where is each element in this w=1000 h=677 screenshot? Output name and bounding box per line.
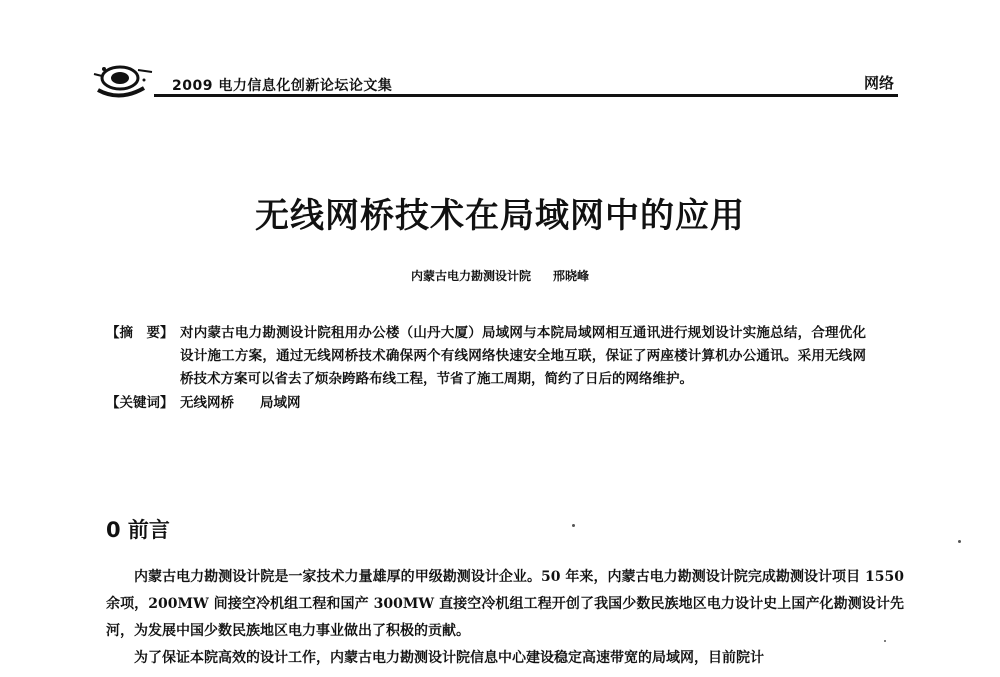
scan-speck xyxy=(958,540,961,543)
abstract-block xyxy=(106,322,866,415)
running-header xyxy=(92,60,900,100)
scan-speck xyxy=(884,640,886,642)
header-divider xyxy=(154,94,898,97)
byline xyxy=(0,267,1000,284)
body-paragraph: 内蒙古电力勘测设计院是一家技术力量雄厚的甲级勘测设计企业。50 年来，内蒙古电力勘测设计院完成勘测设计项目 1550 余项，200MW 间接空冷机组工程和国产 300MW 直接空冷机组工程开创了我国少数民族地区电力设计史上国产化勘测设计先河，为发展中国少数民族地区电力事业做出了积极的贡献。 xyxy=(106,569,904,639)
affiliation: 内蒙古电力勘测设计院 xyxy=(410,269,531,283)
conference-logo-icon xyxy=(92,60,156,100)
article-title: 无线网桥技术在局域网中的应用 xyxy=(255,196,745,236)
section-label: 网络 xyxy=(863,74,894,92)
section-body xyxy=(106,564,904,672)
keyword: 无线网桥 xyxy=(180,395,234,411)
scan-speck xyxy=(572,524,575,527)
section-heading: 0 前言 xyxy=(106,518,170,542)
abstract-row xyxy=(106,322,866,391)
keyword: 局域网 xyxy=(260,395,301,411)
abstract-text: 对内蒙古电力勘测设计院租用办公楼（山丹大厦）局域网与本院局域网相互通讯进行规划设计实施总结，合理优化设计施工方案，通过无线网桥技术确保两个有线网络快速安全地互联，保证了两座楼计算机办公通讯。采用无线网桥技术方案可以省去了烦杂跨路布线工程，节省了施工周期，简约了日后的网络维护。 xyxy=(180,325,866,387)
journal-title: 2009 电力信息化创新论坛论文集 xyxy=(172,78,393,94)
keywords-label: 【关键词】 xyxy=(106,395,174,411)
abstract-label: 【摘 要】 xyxy=(106,325,174,341)
author-name: 邢晓峰 xyxy=(553,269,590,283)
keywords-row xyxy=(106,392,866,415)
body-paragraph: 为了保证本院高效的设计工作，内蒙古电力勘测设计院信息中心建设稳定高速带宽的局域网，目前院计 xyxy=(134,650,764,666)
